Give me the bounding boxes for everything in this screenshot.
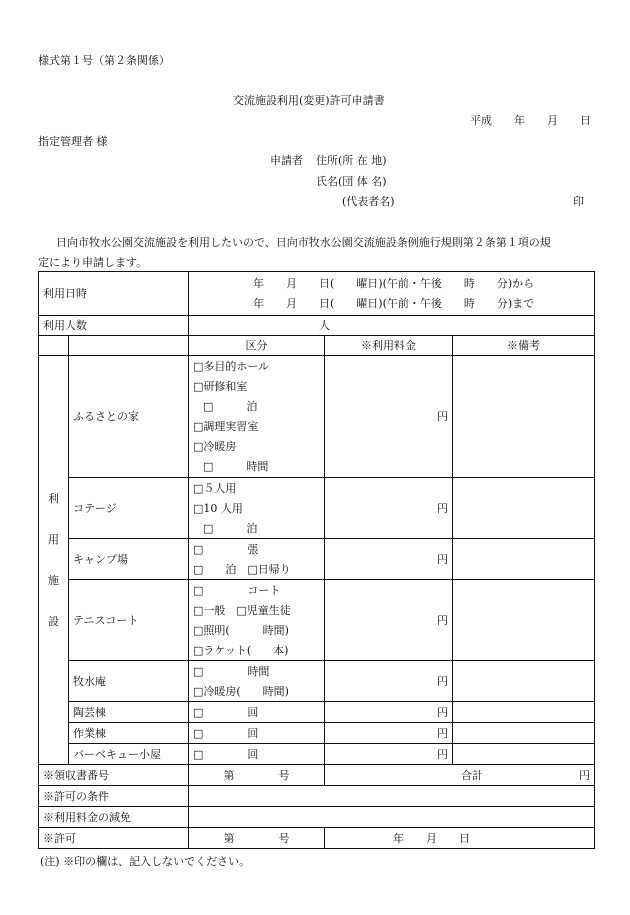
conditions-cell[interactable] — [189, 786, 595, 807]
usage-datetime-label: 利用日時 — [39, 272, 189, 316]
remarks-cell[interactable] — [453, 539, 595, 580]
option-checkbox[interactable]: □ラケット( 本) — [193, 643, 289, 657]
total-cell[interactable] — [325, 765, 595, 786]
facility-name: 牧水庵 — [69, 661, 189, 702]
facility-name: バーベキュー小屋 — [69, 744, 189, 765]
remarks-cell[interactable] — [453, 661, 595, 702]
applicant-label: 申請者 — [270, 154, 303, 167]
option-checkbox[interactable]: □冷暖房 — [193, 440, 237, 453]
receipt-row — [39, 765, 595, 786]
facility-group-label — [39, 356, 69, 765]
headcount-cell[interactable]: 人 — [189, 316, 595, 336]
conditions-row — [39, 786, 595, 807]
seal-mark: 印 — [573, 195, 584, 208]
facility-row-bbq-hut — [39, 744, 595, 765]
facility-options[interactable] — [189, 580, 325, 661]
option-checkbox[interactable]: □ 回 — [189, 723, 325, 744]
facility-name: テニスコート — [69, 580, 189, 661]
fee-cell[interactable]: 円 — [325, 356, 453, 478]
option-checkbox[interactable]: □照明( 時間) — [193, 623, 289, 637]
option-checkbox[interactable]: □多目的ホール — [193, 360, 270, 373]
applicant-name-label: 氏名(団 体 名) — [316, 175, 387, 188]
document-title: 交流施設利用(変更)許可申請書 — [233, 94, 385, 107]
option-checkbox[interactable]: □冷暖房( 時間) — [193, 684, 289, 698]
facility-row-pottery — [39, 702, 595, 723]
option-checkbox[interactable]: □ 時間 — [193, 664, 270, 678]
option-checkbox[interactable]: □ 泊 □日帰り — [193, 562, 291, 576]
fee-cell[interactable]: 円 — [325, 744, 453, 765]
facility-label-char: 用 — [48, 533, 59, 546]
permit-number[interactable]: 第 号 — [189, 828, 325, 849]
facility-label-char: 設 — [48, 615, 59, 628]
facility-label-char: 利 — [48, 492, 59, 505]
application-table — [38, 271, 595, 849]
receipt-label: ※領収書番号 — [39, 765, 189, 786]
facility-row-campsite — [39, 539, 595, 580]
facility-row-furusato — [39, 356, 595, 478]
facility-label-char: 施 — [48, 574, 59, 587]
remarks-cell[interactable] — [453, 702, 595, 723]
remarks-cell[interactable] — [453, 744, 595, 765]
header-remarks: ※備考 — [453, 336, 595, 356]
form-number: 様式第１号（第２条関係） — [38, 54, 170, 67]
fee-cell[interactable]: 円 — [325, 580, 453, 661]
facility-name: キャンプ場 — [69, 539, 189, 580]
facility-row-bokusuian — [39, 661, 595, 702]
fee-cell[interactable]: 円 — [325, 661, 453, 702]
permit-label: ※許可 — [39, 828, 189, 849]
option-checkbox[interactable]: □ 張 — [193, 542, 259, 556]
conditions-label: ※許可の条件 — [39, 786, 189, 807]
option-checkbox[interactable]: □一般 □児童生徒 — [193, 603, 291, 617]
body-text-line-1: 日向市牧水公園交流施設を利用したいので、日向市牧水公園交流施設条例施行規則第２条第１項の規 — [56, 236, 551, 249]
fee-cell[interactable]: 円 — [325, 702, 453, 723]
facility-options[interactable] — [189, 356, 325, 478]
usage-datetime-to: 年 月 日( 曜日)(午前・午後 時 分)まで — [253, 297, 535, 310]
option-checkbox[interactable]: □ コート — [193, 583, 281, 597]
facility-row-tennis — [39, 580, 595, 661]
option-checkbox[interactable]: □ 泊 — [203, 521, 258, 535]
headcount-row — [39, 316, 595, 336]
facility-row-workshop — [39, 723, 595, 744]
option-checkbox[interactable]: □研修和室 — [193, 380, 248, 393]
facility-row-cottage — [39, 478, 595, 539]
footnote: (注) ※印の欄は、記入しないでください。 — [40, 855, 251, 868]
permit-row — [39, 828, 595, 849]
facility-options[interactable] — [189, 478, 325, 539]
fee-cell[interactable]: 円 — [325, 723, 453, 744]
receipt-number[interactable]: 第 号 — [189, 765, 325, 786]
option-checkbox[interactable]: □ 時間 — [203, 460, 269, 473]
total-label: 合計 — [461, 768, 483, 782]
header-empty-2 — [69, 336, 189, 356]
facility-options[interactable] — [189, 661, 325, 702]
remarks-cell[interactable] — [453, 478, 595, 539]
fee-reduction-cell[interactable] — [189, 807, 595, 828]
fee-reduction-row — [39, 807, 595, 828]
facility-name: 作業棟 — [69, 723, 189, 744]
date-line: 平成 年 月 日 — [470, 114, 591, 127]
remarks-cell[interactable] — [453, 356, 595, 478]
addressee: 指定管理者 様 — [38, 135, 108, 148]
header-category: 区分 — [189, 336, 325, 356]
usage-datetime-row — [39, 272, 595, 316]
option-checkbox[interactable]: □５人用 — [193, 481, 237, 495]
remarks-cell[interactable] — [453, 723, 595, 744]
headcount-label: 利用人数 — [39, 316, 189, 336]
option-checkbox[interactable]: □ 泊 — [203, 400, 258, 413]
permit-date[interactable]: 年 月 日 — [325, 828, 595, 849]
fee-cell[interactable]: 円 — [325, 539, 453, 580]
header-empty-1 — [39, 336, 69, 356]
fee-cell[interactable]: 円 — [325, 478, 453, 539]
fee-reduction-label: ※利用料金の減免 — [39, 807, 189, 828]
body-text-line-2: 定により申請します。 — [38, 256, 148, 269]
header-fee: ※利用料金 — [325, 336, 453, 356]
header-row — [39, 336, 595, 356]
option-checkbox[interactable]: □10 人用 — [193, 501, 243, 515]
usage-datetime-cell[interactable] — [189, 272, 595, 316]
option-checkbox[interactable]: □ 回 — [189, 702, 325, 723]
facility-name: コテージ — [69, 478, 189, 539]
representative-label: (代表者名) — [342, 195, 395, 208]
facility-options[interactable] — [189, 539, 325, 580]
facility-name: ふるさとの家 — [69, 356, 189, 478]
facility-name: 陶芸棟 — [69, 702, 189, 723]
applicant-address-label: 住所(所 在 地) — [316, 154, 387, 167]
remarks-cell[interactable] — [453, 580, 595, 661]
option-checkbox[interactable]: □調理実習室 — [193, 420, 259, 433]
total-yen: 円 — [579, 768, 590, 782]
option-checkbox[interactable]: □ 回 — [189, 744, 325, 765]
usage-datetime-from: 年 月 日( 曜日)(午前・午後 時 分)から — [253, 277, 535, 290]
